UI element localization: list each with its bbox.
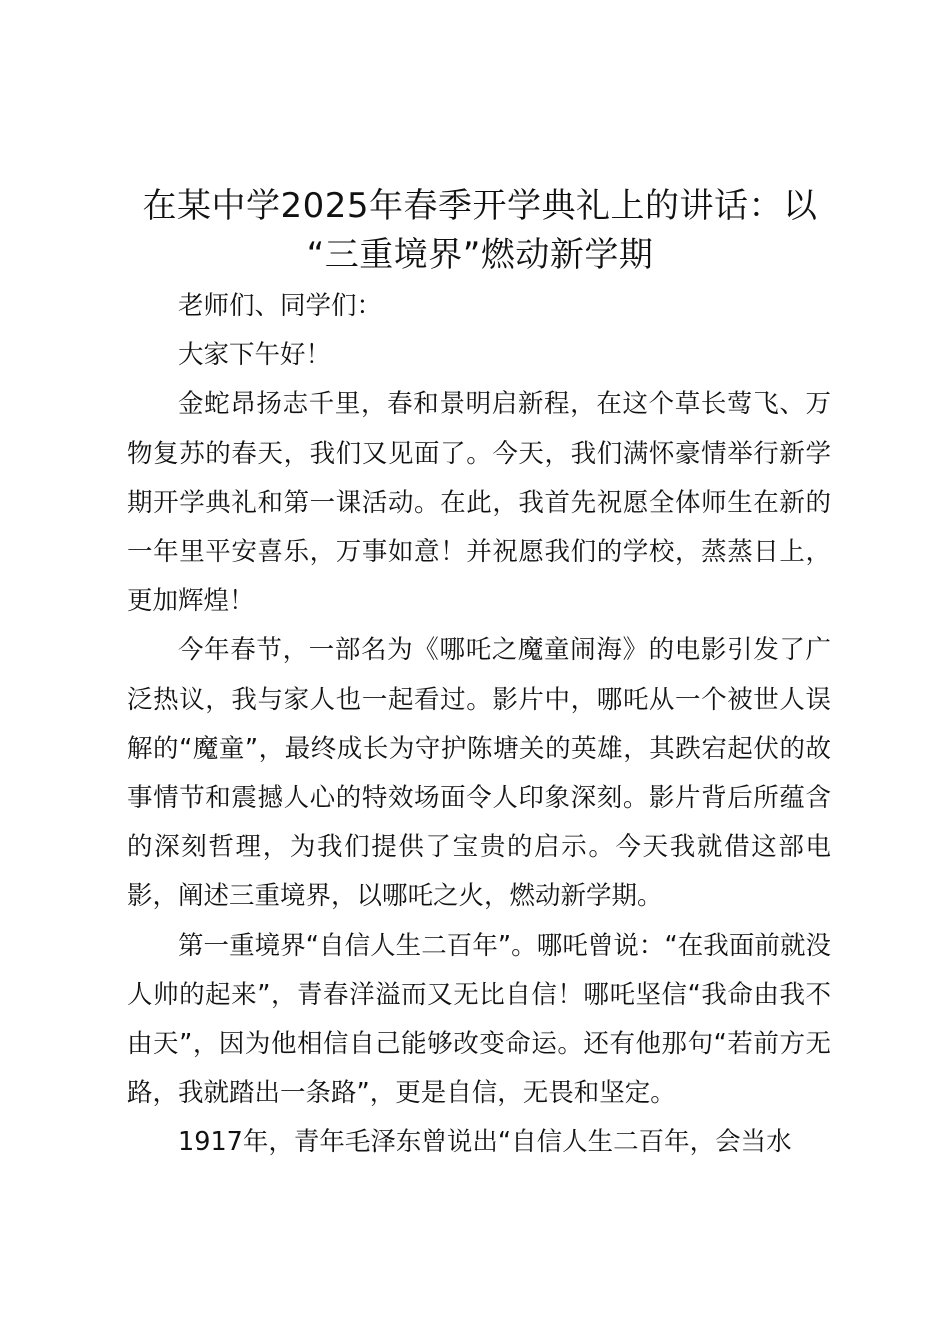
paragraph-1917: 1917年，青年毛泽东曾说出“自信人生二百年，会当水 — [178, 1127, 792, 1158]
salutation: 老师们、同学们： — [178, 291, 383, 321]
greeting: 大家下午好！ — [178, 340, 332, 371]
document-body — [127, 282, 831, 1168]
title-line-1: 在某中学2025年春季开学典礼上的讲话：以 — [142, 186, 818, 226]
paragraph-film: 今年春节，一部名为《哪吒之魔童闹海》的电影引发了广泛热议，我与家人也一起看过。影片中，哪吒从一个被世人误解的“魔童”，最终成长为守护陈塘关的英雄，其跌宕起伏的故事情节和震撼人心的特效场面令人印象深刻。影片背后所蕴含的深刻哲理，为我们提供了宝贵的启示。今天我就借这部电影，阐述三重境界，以哪吒之火，燃动新学期。 — [127, 635, 831, 912]
document-title — [110, 182, 850, 280]
paragraph-first-realm: 第一重境界“自信人生二百年”。哪吒曾说：“在我面前就没人帅的起来”，青春洋溢而又无比自信！哪吒坚信“我命由我不由天”，因为他相信自己能够改变命运。还有他那句“若前方无路，我就踏出一条路”，更是自信，无畏和坚定。 — [127, 930, 831, 1109]
paragraph-opening: 金蛇昂扬志千里，春和景明启新程，在这个草长莺飞、万物复苏的春天，我们又见面了。今天，我们满怀豪情举行新学期开学典礼和第一课活动。在此，我首先祝愿全体师生在新的一年里平安喜乐，万事如意！并祝愿我们的学校，蒸蒸日上，更加辉煌！ — [127, 389, 831, 617]
title-line-2: “三重境界”燃动新学期 — [306, 235, 654, 275]
